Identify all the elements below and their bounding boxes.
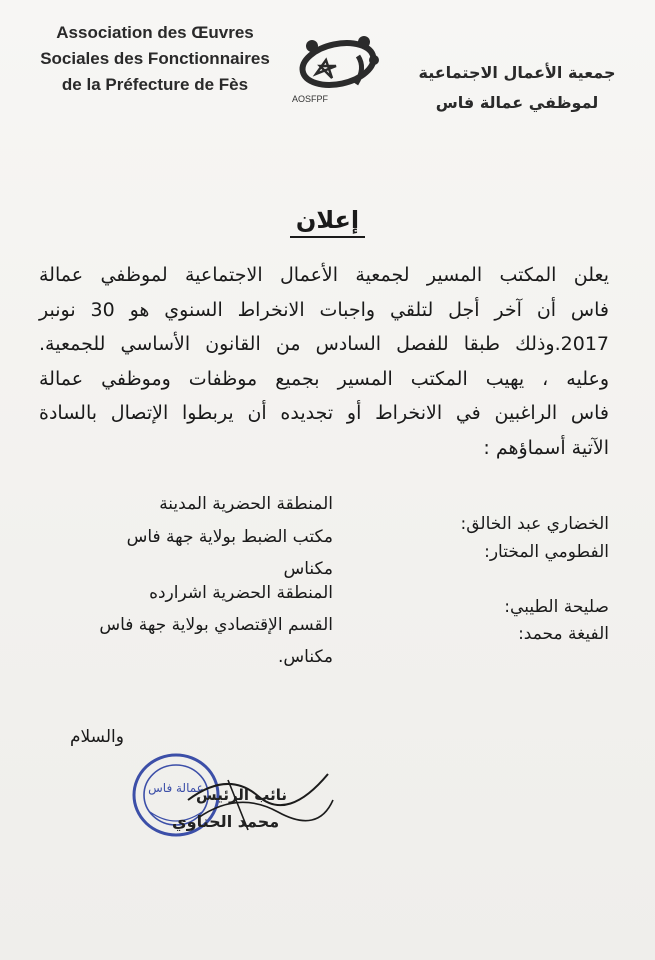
body-line: وعليه ، يهيب المكتب المسير بجميع موظفات وموظفي عمالة (39, 367, 609, 390)
contact-name: صليحة الطيبي: (504, 597, 609, 617)
header-arabic-line: لموظفي عمالة فاس (435, 93, 599, 112)
closing-greeting: والسلام (70, 727, 124, 747)
announcement-title (0, 206, 655, 234)
contact-name: الفيغة محمد: (518, 624, 609, 644)
stamp-text: عمالة فاس (148, 781, 204, 795)
header-french-line: Sociales des Fonctionnaires (40, 49, 270, 68)
contact-location: المنطقة الحضرية المدينة (159, 494, 333, 514)
contact-location: المنطقة الحضرية اشرارده (149, 583, 333, 603)
header-french-line: Association des Œuvres (56, 23, 254, 42)
body-line: يعلن المكتب المسير لجمعية الأعمال الاجتماعية لموظفي عمالة (39, 264, 609, 286)
body-line: 2017.وذلك طبقا للفصل السادس من القانون الأساسي للجمعية. (39, 333, 609, 355)
contact-location: مكناس (283, 559, 333, 579)
title-text: إعلان (290, 206, 365, 238)
logo-caption: AOSFPF (292, 94, 329, 104)
announcement-body (39, 258, 609, 465)
body-line: الآتية أسماؤهم : (483, 436, 609, 459)
contact-name: الخضاري عبد الخالق: (460, 514, 609, 534)
header-french (40, 20, 270, 98)
association-logo (292, 34, 384, 104)
body-line: فاس الراغبين في الانخراط أو تجديده أن يربطوا الإتصال بالسادة (39, 402, 609, 424)
header-french-line: de la Préfecture de Fès (61, 75, 249, 94)
header-arabic-line: جمعية الأعمال الاجتماعية (418, 63, 616, 82)
signatory-name: محمد الحناوي (172, 812, 280, 831)
contact-location: مكناس. (278, 647, 333, 667)
signatory-title: نائب الرئيس (196, 786, 288, 804)
header-arabic (417, 58, 617, 118)
contact-name: الفطومي المختار: (484, 542, 609, 562)
contact-location: مكتب الضبط بولاية جهة فاس (126, 527, 333, 547)
contact-location: القسم الإقتصادي بولاية جهة فاس (99, 615, 333, 635)
body-line: فاس أن آخر أجل لتلقي واجبات الانخراط السنوي هو 30 نونبر (39, 298, 609, 321)
